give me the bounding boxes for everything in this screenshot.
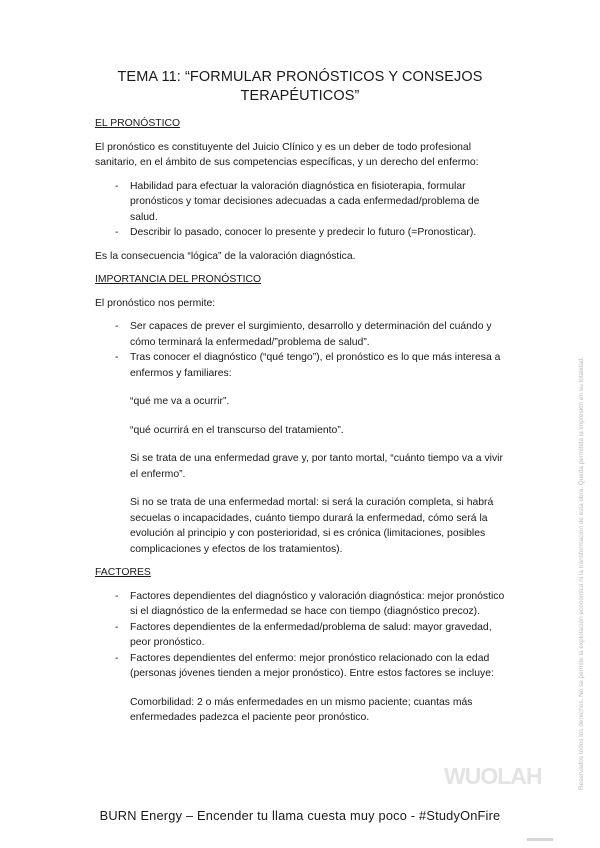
quote-que-me-va-a-ocurrir: “qué me va a ocurrir”. xyxy=(130,396,230,407)
document-body xyxy=(95,116,510,739)
quote-que-ocurrira: “qué ocurrirá en el transcurso del tratamiento”. xyxy=(130,424,344,436)
list-item: - Tras conocer el diagnóstico (“qué tengo”), el pronóstico es lo que más interesa a enfermos y familiares: xyxy=(95,350,510,381)
paragraph-enfermedad-no-mortal: Si no se trata de una enfermedad mortal: si será la curación completa, si habrá secuelas o incapacidades, cuánto tiempo durará la enfermedad, cómo será la evolución al principio y con posterioridad, si es crónica (limitaciones, posibles complicaciones y efectos de los tratamientos). xyxy=(130,497,494,555)
list-item: - Factores dependientes del diagnóstico y valoración diagnóstica: mejor pronóstico si el diagnóstico de la enfermedad se hace con tiempo (diagnóstico precoz). xyxy=(95,589,510,620)
footer-ad-text: BURN Energy – Encender tu llama cuesta muy poco - #StudyOnFire xyxy=(99,808,501,823)
page-title xyxy=(95,68,505,106)
footer-mark xyxy=(527,838,553,841)
heading-pronostico: EL PRONÓSTICO xyxy=(95,118,181,129)
title-line-2: TERAPÉUTICOS” xyxy=(240,88,360,104)
side-rights-notice: Reservados todos los derechos. No se permite la explotación económica ni la transformación de esta obra. Queda permitida la impresión en su totalidad. xyxy=(578,356,585,790)
heading-factores: FACTORES xyxy=(95,567,151,578)
list-item: - Ser capaces de prever el surgimiento, desarrollo y determinación del cuándo y cómo terminará la enfermedad/”problema de salud”. xyxy=(95,319,510,350)
list-factores xyxy=(95,589,510,682)
list-item: - Factores dependientes de la enfermedad/problema de salud: mayor gravedad, peor pronóstico. xyxy=(95,620,510,651)
paragraph-comorbilidad: Comorbilidad: 2 o más enfermedades en un mismo paciente; cuantas más enfermedades padezca el paciente peor pronóstico. xyxy=(130,696,473,723)
list-item: - Describir lo pasado, conocer lo presente y predecir lo futuro (=Pronosticar). xyxy=(95,225,510,241)
paragraph-enfermedad-grave: Si se trata de una enfermedad grave y, por tanto mortal, “cuánto tiempo va a vivir el enfermo”. xyxy=(130,453,503,480)
paragraph-pronostico-conclusion: Es la consecuencia “lógica” de la valoración diagnóstica. xyxy=(95,250,356,262)
paragraph-importancia-intro: El pronóstico nos permite: xyxy=(95,297,216,309)
title-line-1: TEMA 11: “FORMULAR PRONÓSTICOS Y CONSEJOS xyxy=(117,69,483,85)
list-importancia xyxy=(95,319,510,381)
paragraph-pronostico-intro: El pronóstico es constituyente del Juicio Clínico y es un deber de todo profesional sanitario, en el ámbito de sus competencias específicas, y un derecho del enfermo: xyxy=(95,141,479,168)
list-item: - Factores dependientes del enfermo: mejor pronóstico relacionado con la edad (personas jóvenes tienden a mejor pronóstico). Entre estos factores se incluye: xyxy=(95,651,510,682)
wuolah-logo: WUOLAH xyxy=(444,763,542,789)
heading-importancia: IMPORTANCIA DEL PRONÓSTICO xyxy=(95,274,262,285)
list-item: - Habilidad para efectuar la valoración diagnóstica en fisioterapia, formular pronósticos y tomar decisiones adecuadas a cada enfermedad/problema de salud. xyxy=(95,179,510,226)
list-pronostico xyxy=(95,179,510,241)
